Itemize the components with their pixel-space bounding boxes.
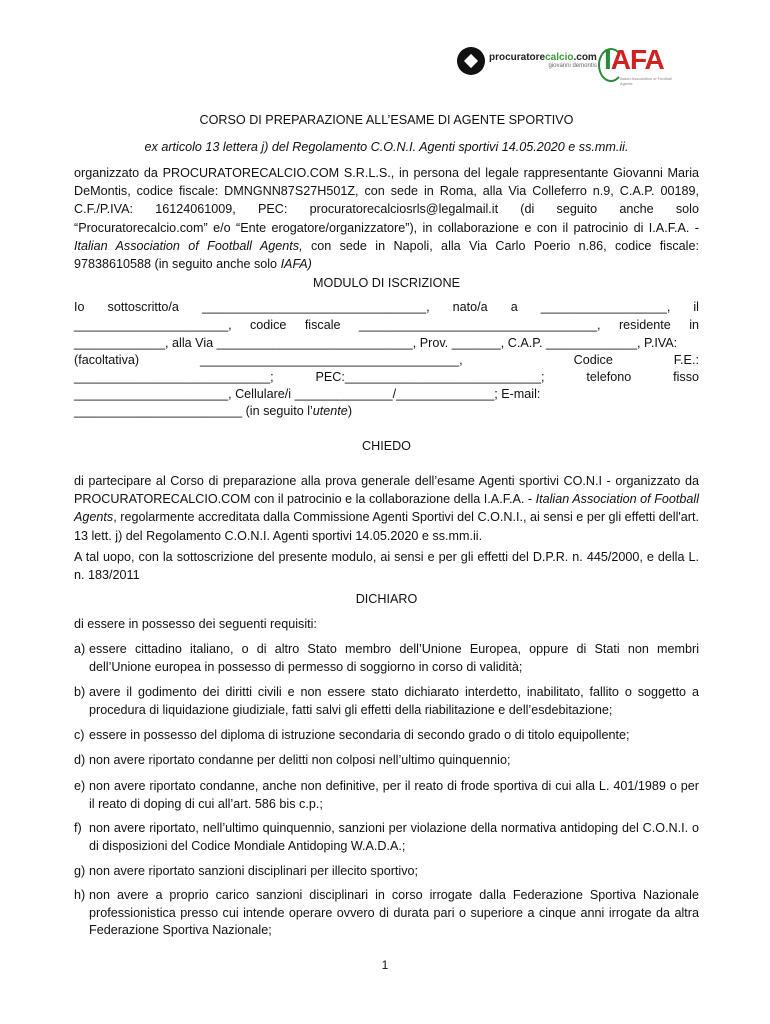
list-item bbox=[74, 752, 699, 770]
list-item bbox=[74, 863, 699, 881]
tal-uopo-paragraph: A tal uopo, con la sottoscrizione del presente modulo, ai sensi e per gli effetti del D.P.R. n. 445/2000, e della L. n. 183/2011 bbox=[74, 550, 699, 583]
soccer-ball-icon bbox=[457, 47, 485, 75]
chiedo-title: CHIEDO bbox=[362, 439, 411, 453]
logo-text-b: calcio bbox=[545, 52, 574, 63]
list-item bbox=[74, 684, 699, 719]
page-number: 1 bbox=[381, 958, 389, 972]
document-title: CORSO DI PREPARAZIONE ALL’ESAME DI AGENTE SPORTIVO bbox=[199, 113, 574, 127]
list-text: avere il godimento dei diritti civili e non essere stato dichiarato interdetto, inabilitato, fallito o soggetto a procedura di liquidazione giudiziale, fatti salvi gli effetti della riabilitazione e dell’esdebitazione; bbox=[89, 685, 699, 717]
chiedo-paragraph bbox=[74, 472, 699, 545]
logo-text-c: .com bbox=[573, 52, 597, 63]
list-label: g) bbox=[74, 864, 86, 878]
email-field[interactable]: ________________________ (in seguito l’ bbox=[74, 404, 313, 418]
pec-field[interactable]: PEC:____________________________; bbox=[315, 370, 545, 384]
form-text: fiscale bbox=[304, 318, 341, 332]
form-text: in bbox=[689, 318, 699, 332]
list-label: b) bbox=[74, 685, 86, 699]
list-label: c) bbox=[74, 728, 85, 742]
list-item bbox=[74, 727, 699, 745]
form-line-2 bbox=[74, 318, 699, 332]
list-text: essere cittadino italiano, o di altro Stato membro dell’Unione Europea, oppure di Stati non membri dell’Unione europea in possesso di permesso di soggiorno in corso di validità; bbox=[89, 642, 699, 674]
vat-field[interactable]: _____________________________________, bbox=[200, 353, 463, 367]
form-text: nato/a bbox=[452, 300, 488, 314]
form-line-5 bbox=[74, 370, 699, 384]
intro-text-b: Italian Association of Football Agents, bbox=[74, 238, 303, 253]
intro-text-c: con sede in Napoli, alla Via Carlo Poerio n.86, codice fiscale: 97838610588 (in seguito anche solo bbox=[74, 238, 699, 272]
document-subtitle: ex articolo 13 lettera j) del Regolamento C.O.N.I. Agenti sportivi 14.05.2020 e ss.mm.ii. bbox=[144, 140, 629, 154]
intro-text-d: IAFA) bbox=[280, 257, 312, 272]
form-text: F.E.: bbox=[673, 353, 699, 367]
iafa-logo bbox=[598, 40, 674, 84]
intro-paragraph bbox=[74, 164, 699, 273]
chiedo-text-b: Italian Association of Football Agents bbox=[74, 492, 699, 525]
modulo-title: MODULO DI ISCRIZIONE bbox=[313, 276, 460, 290]
iafa-subtext: Italian Association of Football Agents bbox=[620, 76, 672, 86]
list-item bbox=[74, 820, 699, 855]
list-text: non avere riportato condanne, anche non definitive, per il reato di frode sportiva di cui alla L. 401/1989 o per il reato di doping di cui all’art. 586 bis c.p.; bbox=[89, 779, 699, 811]
list-item bbox=[74, 887, 699, 940]
chiedo-text-a: di partecipare al Corso di preparazione alla prova generale dell’esame Agenti sportivi CO.N.I - organizzato da PROCURATORECALCIO.COM con il patrocinio e la collaborazione della I.A.F.A. - bbox=[74, 474, 699, 507]
logo-text-a: procuratore bbox=[489, 52, 546, 63]
iafa-rest: AFA bbox=[610, 44, 664, 75]
list-label: e) bbox=[74, 779, 86, 793]
iafa-i: I bbox=[604, 44, 611, 75]
list-label: a) bbox=[74, 642, 86, 656]
procuratorecalcio-logo bbox=[457, 47, 597, 75]
list-text: essere in possesso del diploma di istruzione secondaria di secondo grado o di titolo equipollente; bbox=[89, 728, 630, 742]
logo-subtext: giovanni demontis bbox=[548, 63, 597, 69]
intro-text-a: organizzato da PROCURATORECALCIO.COM S.R.L.S., in persona del legale rappresentante Giovanni Maria DeMontis, codice fiscale: DMNGNN87S27H501Z, con sede in Roma, alla Via Colleferro n.9, C.A.P. 00189, C.F./P.IVA: 16124061009, PEC: procuratorecalciosrls@legalmail.it (di seguito anche solo “Procuratorecalcio.com” e/o “Ente erogatore/organizzatore”), in collaborazione e con il patrocinio di I.A.F.A. - bbox=[74, 166, 699, 235]
birthdate-field[interactable]: ______________________, bbox=[74, 318, 232, 332]
form-text: sottoscritto/a bbox=[107, 300, 179, 314]
form-text: il bbox=[693, 300, 699, 314]
form-text: fisso bbox=[673, 370, 699, 384]
fe-code-field[interactable]: ____________________________; bbox=[74, 370, 274, 384]
form-text: Io bbox=[74, 300, 85, 314]
form-text: (facoltativa) bbox=[74, 353, 140, 367]
form-text: ) bbox=[347, 404, 353, 418]
name-field[interactable]: ________________________________, bbox=[201, 300, 430, 314]
form-text: telefono bbox=[586, 370, 632, 384]
phone-fields[interactable]: ______________________, Cellulare/i ______________/______________; E-mail: bbox=[74, 387, 541, 401]
list-text: non avere riportato condanne per delitti non colposi nell’ultimo quinquennio; bbox=[89, 753, 511, 767]
form-line-3 bbox=[74, 336, 699, 350]
list-item bbox=[74, 778, 699, 813]
list-text: non avere riportato, nell’ultimo quinquennio, sanzioni per violazione della normativa antidoping del C.O.N.I. o di disposizioni del Codice Mondiale Antidoping W.A.D.A.; bbox=[89, 821, 699, 853]
chiedo-text-c: , regolarmente accreditata dalla Commissione Agenti Sportivi del C.O.N.I., ai sensi e per gli effetti dell'art. 13 lett. j) del Regolamento C.O.N.I. Agenti sportivi 14.05.2020 e ss.mm.ii. bbox=[74, 510, 699, 543]
header-logos bbox=[450, 40, 680, 90]
fiscal-code-field[interactable]: __________________________________, bbox=[358, 318, 601, 332]
list-label: h) bbox=[74, 888, 86, 902]
form-text: utente bbox=[312, 404, 348, 418]
form-text: residente bbox=[618, 318, 671, 332]
dichiaro-title: DICHIARO bbox=[355, 592, 418, 606]
birthplace-field[interactable]: __________________, bbox=[540, 300, 671, 314]
form-text: codice bbox=[250, 318, 287, 332]
list-text: non avere a proprio carico sanzioni disciplinari in corso irrogate dalla Federazione Sportiva Nazionale professionistica presso cui intende operare ovvero di durata pari o superiore a cinque anni irrogate da altra Federazione Sportiva Nazionale; bbox=[89, 888, 699, 937]
list-text: non avere riportato sanzioni disciplinari per illecito sportivo; bbox=[89, 864, 418, 878]
form-text: Codice bbox=[573, 353, 613, 367]
dichiaro-intro: di essere in possesso dei seguenti requisiti: bbox=[74, 617, 317, 631]
form-text: a bbox=[510, 300, 518, 314]
list-label: d) bbox=[74, 753, 86, 767]
address-fields[interactable]: _____________, alla Via ____________________________, Prov. _______, C.A.P. _____________, P.IVA: bbox=[74, 336, 678, 350]
list-item bbox=[74, 641, 699, 676]
form-line-7 bbox=[74, 404, 699, 418]
form-line-4 bbox=[74, 353, 699, 367]
form-line-6 bbox=[74, 387, 699, 401]
list-label: f) bbox=[74, 821, 82, 835]
form-line-1 bbox=[74, 300, 699, 314]
